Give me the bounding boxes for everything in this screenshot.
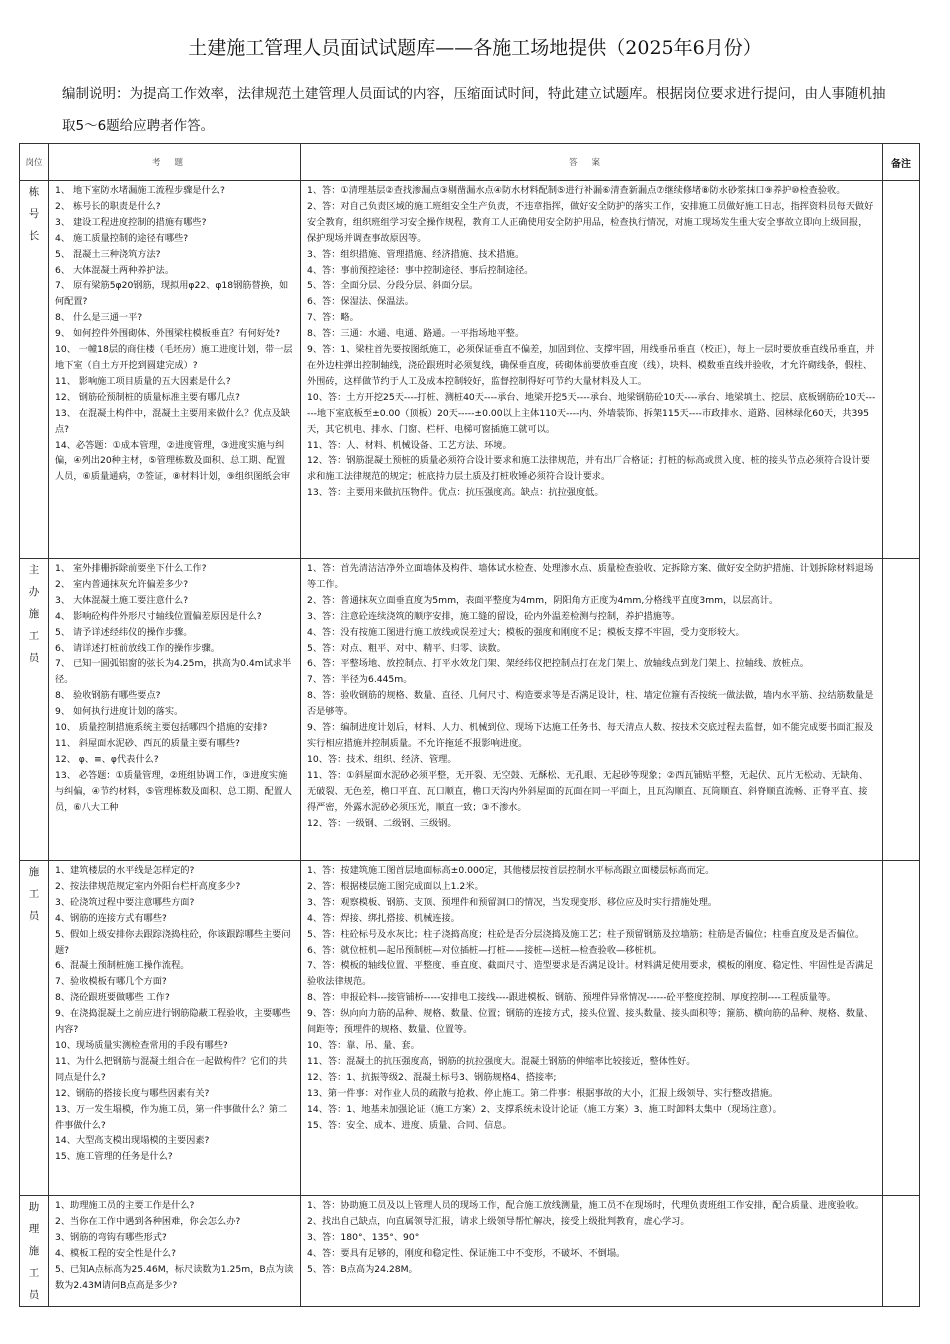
question-item: 12、 钢筋砼预制桩的质量标准主要有哪几点?: [55, 391, 240, 403]
question-item: 4、钢筋的连接方式有哪些?: [55, 912, 167, 924]
question-item: 10、现场质量实测检查常用的手段有哪些?: [55, 1039, 228, 1051]
questions-cell: [49, 181, 301, 559]
question-item: 1、 室外排栅拆除前要坐下什么工作?: [55, 563, 207, 574]
answer-item: 3、答：注意砼连续浇筑的顺序安排，施工缝的留设，砼内外温差检测与控制，养护措施等。: [307, 610, 681, 622]
answer-item: 6、答：平整场地、放控制点、打平水效龙门架、架经纬仪把控制点打在龙门架上、放轴线点到龙门架上、拉轴线、放桩点。: [307, 658, 809, 670]
question-item: 9、 如何控件外围砌体、外围梁柱模板垂直？有何好处?: [55, 328, 280, 340]
answer-item: 1、答：协助施工员及以上管理人员的现场工作，配合施工放线测量，施工员不在现场时，代理负责班组工作安排，配合质量、进度验收。: [307, 1200, 865, 1211]
answer-item: 10、答：靠、吊、量、套。: [307, 1039, 420, 1051]
questions-cell: [49, 1196, 301, 1307]
question-item: 12、钢筋的搭接长度与哪些因素有关?: [55, 1087, 210, 1099]
question-item: 1、 地下室防水堵漏施工流程步骤是什么?: [55, 185, 225, 196]
answer-item: 11、答：人、材料、机械设备、工艺方法、环境。: [307, 439, 512, 451]
header-note: 备注: [883, 144, 920, 181]
answer-item: 5、答：对点、粗平、对中、精平、归零、读数。: [307, 642, 506, 654]
answer-item: 6、答：就位桩机—起吊预制桩—对位插桩—打桩——接桩—送桩—检查验收—移桩机。: [307, 944, 662, 956]
question-item: 7、 已知一圆弧铝窗的弦长为4.25m，拱高为0.4m试求半径。: [55, 658, 292, 686]
question-item: 1、建筑楼层的水平线是怎样定的?: [55, 865, 195, 876]
document-title: 土建施工管理人员面试试题库——各施工场地提供（2025年6月份）: [188, 37, 762, 59]
question-item: 13、万一发生塌模，作为施工员，第一件事做什么？第二件事做什么?: [55, 1103, 288, 1131]
answers-cell: [301, 181, 883, 559]
answer-item: 2、答：根据楼层施工图完成面以上1.2米。: [307, 880, 484, 892]
answer-item: 3、答：组织措施、管理措施、经济措施、技术措施。: [307, 248, 525, 260]
answer-item: 4、答：没有按施工图进行施工放线或误差过大；模板的强度和刚度不足；模板支撑不牢固，受力变形较大。: [307, 626, 745, 638]
question-item: 14、大型高支模出现塌模的主要因素?: [55, 1135, 210, 1147]
note-cell: [883, 181, 920, 559]
answers-cell: [301, 1196, 883, 1307]
answer-item: 11、答：混凝土的抗压强度高，钢筋的抗拉强度大。混凝土钢筋的伸缩率比较接近，整体性好。: [307, 1055, 696, 1067]
table-body: [20, 181, 920, 1307]
role-cell: 栋号长: [20, 181, 49, 559]
answer-item: 1、答：①清理基层②查找渗漏点③剔凿漏水点④防水材料配制⑤进行补漏⑥清查新漏点⑦继续修堵⑧防水砂浆抹口⑨养护⑩检查验收。: [307, 185, 846, 196]
question-item: 4、 施工质量控制的途径有哪些?: [55, 232, 189, 244]
question-item: 9、 如何执行进度计划的落实。: [55, 706, 184, 718]
question-item: 13、 必答题：①质量管理，②班组协调工作，③进度实施与纠偏，④节约材料，⑤管理栋数及面积、总工期、配置人员，⑥八大工种: [55, 769, 292, 813]
answer-item: 4、答：事前预控途径：事中控制途径、事后控制途径。: [307, 264, 534, 276]
answer-item: 2、找出自己缺点，向直属领导汇报，请求上级领导帮忙解决，接受上级批判教育，虚心学习。: [307, 1215, 690, 1227]
answer-item: 9、答：1、梁柱首先要按图纸施工，必须保证垂直不偏差，加固到位、支撑牢固，用线垂吊垂直（校正），每上一层时要放垂直线吊垂直，并在外边柱弹出控制轴线，浇砼跟班时必须复线，确保垂直度，砖砌体前要放垂直度（线），块料、模数垂直线并验收，才允许砌线条，假柱、外围砖，这样做节约于人工及成本控制较好，监督控制得好可节约大量材料及人工。: [307, 344, 875, 387]
answer-item: 5、答：柱砼标号及水灰比；柱子浇捣高度；柱砼是否分层浇捣及施工艺；柱子预留钢筋及拉墙筋；柱筋是否偏位；柱垂直度及是否偏位。: [307, 928, 865, 940]
answer-item: 14、答：1、地基未加强论证（施工方案）2、支撑系统未设计论证（施工方案）3、施工时卸料太集中（现场注意）。: [307, 1103, 782, 1115]
table-header-row: [20, 144, 920, 181]
answers-cell: [301, 559, 883, 861]
answer-item: 3、答：观察模板、钢筋、支顶、预埋件和预留洞口的情况，当发现变形、移位应及时实行措施处理。: [307, 896, 718, 908]
answers-cell: [301, 861, 883, 1196]
question-item: 10、 质量控制措施系统主要包括哪四个措施的安排?: [55, 722, 268, 734]
answer-item: 1、答：首先清洁洁净外立面墙体及构件、墙体试水检查、处理渗水点、质量检查验收、定拆除方案、做好安全防护措施、计划拆除材料退场等工作。: [307, 563, 874, 590]
question-item: 3、砼浇筑过程中要注意哪些方面?: [55, 896, 195, 908]
question-item: 11、 影响施工项目质量的五大因素是什么?: [55, 375, 231, 387]
answer-item: 7、答：略。: [307, 312, 359, 324]
table-row: [20, 861, 920, 1196]
role-cell: 助理施工员: [20, 1196, 49, 1307]
role-cell: 主办施工员: [20, 559, 49, 861]
question-item: 1、助理施工员的主要工作是什么?: [55, 1200, 195, 1211]
question-item: 2、按法律规范规定室内外阳台栏杆高度多少?: [55, 880, 241, 892]
answer-item: 12、答：1、抗振等级2、混凝土标号3、钢筋规格4、搭接率;: [307, 1071, 557, 1083]
answer-item: 6、答：保湿法、保温法。: [307, 296, 414, 308]
answer-item: 5、答：B点高为24.28M。: [307, 1263, 418, 1275]
answer-item: 13、答：主要用来做抗压物件。优点：抗压强度高。缺点：抗拉强度低。: [307, 487, 604, 499]
question-item: 5、 混凝土三种浇筑方法?: [55, 248, 161, 260]
answer-item: 2、答：对自己负责区域的施工班组安全生产负责，不违章指挥，做好安全防护的落实工作，安排施工员做好施工日志，指挥资料员每天做好安全教育，组织班组学习安全操作规程，教育工人正确使用安全防护用品，检查执行情况，对施工现场发生重大安全事故立即向上级回报，保护现场并调查事故原因等。: [307, 200, 874, 244]
questions-cell: [49, 861, 301, 1196]
answer-item: 4、答：焊接、绑扎搭接、机械连接。: [307, 912, 460, 924]
document-intro: 编制说明：为提高工作效率，法律规范土建管理人员面试的内容，压缩面试时间，特此建立试题库。根据岗位要求进行提问，由人事随机抽取5～6题给应聘者作答。: [62, 86, 886, 134]
question-item: 2、 室内普通抹灰允许偏差多少?: [55, 578, 189, 590]
question-item: 10、 一幢18层的商住楼（毛坯房）施工进度计划，带一层地下室（自土方开挖到圆建完成）?: [55, 344, 293, 371]
note-cell: [883, 1196, 920, 1307]
role-cell: 施工员: [20, 861, 49, 1196]
question-item: 13、 在混凝土构件中，混凝土主要用来做什么？优点及缺点?: [55, 407, 291, 435]
answer-item: 10、答：土方开挖25天----打桩、测桩40天----承台、地梁开挖5天----承台、地梁钢筋砼10天----承台、地梁填土、挖层、底板钢筋砼10天------地下室底板至±0.00（顶板）20天-----±0.00以上主体110天----内、外墙装饰、拆架115天----市政排水、道路、园林绿化60天，共395天，其它机电、排水、门窗、栏杆、电梯可窗插施工就可以。: [307, 391, 876, 435]
question-item: 2、 栋号长的职责是什么?: [55, 200, 161, 212]
questions-cell: [49, 559, 301, 861]
answer-item: 9、答：纵向向力筋的品种、规格、数量、位置；钢筋的连接方式，接头位置、接头数量、接头面积等；箍筋、横向筋的品种、规格、数量、间距等；预埋件的规格、数量、位置等。: [307, 1008, 874, 1036]
question-item: 12、 φ、≡、φ代表什么?: [55, 753, 159, 765]
answer-item: 11、答：①斜屋面水泥砂必须平整，无开裂、无空鼓、无酥松、无孔眼、无起砂等现象；②西瓦铺贴平整，无起伏、瓦片无松动、无缺角、无破裂、无色差，檐口平直、瓦口顺直，檐口天沟内外斜屋面的瓦面在同一平面上，且瓦沟顺直、瓦筒顺直、斜脊顺直流畅、正脊平直、接得严密，外露水泥砂必须压光，顺直一致；③不渗水。: [307, 769, 869, 813]
question-item: 6、 大体混凝土两种养护法。: [55, 264, 175, 276]
note-cell: [883, 559, 920, 861]
question-item: 6、混凝土预制桩施工操作流程。: [55, 960, 190, 972]
question-item: 11、 斜屋面水泥砂、西瓦的质量主要有哪些?: [55, 737, 240, 749]
answer-item: 7、答：模板的轴线位置、平整度、垂直度、截面尺寸、造型要求是否满足设计。材料满足使用要求，模板的刚度、稳定性、牢固性是否满足验收法律规范。: [307, 960, 874, 988]
table-row: [20, 559, 920, 861]
answer-item: 12、答：一级钢、二级钢、三级钢。: [307, 817, 457, 829]
header-answers: 答案: [301, 144, 883, 181]
answer-item: 10、答：技术、组织、经济、管理。: [307, 753, 457, 765]
question-item: 8、浇砼跟班要做哪些 工作?: [55, 992, 170, 1004]
header-questions: 考题: [49, 144, 301, 181]
answer-item: 8、答：三通：水通、电通、路通。一平指场地平整。: [307, 328, 525, 340]
table-row: [20, 1196, 920, 1307]
answer-item: 12、答：钢筋混凝土预桩的质量必须符合设计要求和施工法律规范，并有出厂合格证；打桩的标高或贯入度、桩的接头节点必须符合设计要求和施工法律规范的规定；桩底持力层土质及打桩收锤必须符合设计要求。: [307, 455, 870, 483]
answer-item: 3、答：180°、135°、90°: [307, 1231, 420, 1243]
answer-item: 5、答：全面分层、分段分层、斜面分层。: [307, 280, 479, 292]
header-role: 岗位: [20, 144, 49, 181]
question-item: 3、 建设工程进度控制的措施有哪些?: [55, 216, 207, 228]
question-item: 7、 原有梁筋5φ20钢筋，现拟用φ22、φ18钢筋替换，如何配置?: [55, 280, 289, 308]
answer-item: 1、答：按建筑施工图首层地面标高±0.000定，其他楼层按首层控制水平标高跟立面楼层标高而定。: [307, 865, 715, 876]
answer-item: 2、答：普通抹灰立面垂直度为5mm，表面平整度为4mm，阴阳角方正度为4mm,分格线平直度3mm，以层高计。: [307, 594, 779, 606]
question-item: 7、验收模板有哪几个方面?: [55, 976, 167, 988]
answer-item: 4、答：要具有足够的，刚度和稳定性、保证施工中不变形，不破坏、不倒塌。: [307, 1247, 626, 1259]
answer-item: 9、答：编制进度计划后，材料、人力、机械到位、现场下达施工任务书、每天清点人数、按技术交底过程去监督，如不能完成要书面汇报及实行相应措施并控制质量。不允许拖延不报影响进度。: [307, 722, 874, 749]
question-item: 11、为什么把钢筋与混凝土组合在一起做构件？它们的共同点是什么?: [55, 1055, 288, 1083]
answer-item: 15、答：安全、成本、进度、质量、合同、信息。: [307, 1119, 512, 1131]
question-item: 3、 大体混凝土施工要注意什么?: [55, 594, 189, 606]
question-item: 2、当你在工作中遇到各种困难，你会怎么办?: [55, 1215, 241, 1227]
question-item: 15、施工管理的任务是什么?: [55, 1151, 173, 1163]
question-item: 5、 请予详述经纬仪的操作步骤。: [55, 626, 193, 638]
question-item: 5、假如上级安排你去跟踪浇捣柱砼，你该跟踪哪些主要问题?: [55, 928, 291, 956]
question-item: 5、已知A点标高为25.46M，标尺读数为1.25m，B点为读数为2.43M请问B点高是多少?: [55, 1263, 294, 1291]
answer-item: 8、答：申报砼料---接管铺桥-----安排电工接线----跟进模板、钢筋、预埋件异常情况------砼平整度控制、厚度控制----工程质量等。: [307, 992, 836, 1004]
table-row: [20, 181, 920, 559]
question-item: 3、钢筋的弯钩有哪些形式?: [55, 1231, 167, 1243]
note-cell: [883, 861, 920, 1196]
question-item: 8、 验收钢筋有哪些要点?: [55, 690, 161, 702]
question-answer-table: [19, 143, 920, 1307]
answer-item: 7、答：半径为6.445m。: [307, 674, 413, 686]
question-item: 9、在浇捣混凝土之前应进行钢筋隐蔽工程验收，主要哪些内容?: [55, 1008, 291, 1036]
answer-item: 8、答：验收钢筋的规格、数量、直径、几何尺寸、构造要求等是否满足设计，柱、墙定位箍有否按统一做法做，墙内水平筋、拉结筋数量是否是够等。: [307, 690, 874, 718]
question-item: 14、必答题：①成本管理，②进度管理，③进度实施与纠偏，④列出20种主材，⑤管理栋数及面积、总工期、配置人员，⑥质量通病，⑦签证，⑧材料计划，⑨组织图纸会审: [55, 439, 291, 483]
question-item: 4、 影响砼构件外形尺寸轴线位置偏差原因是什么?: [55, 610, 262, 622]
question-item: 8、 什么是三通一平?: [55, 312, 143, 324]
question-item: 6、 请详述打桩前放线工作的操作步骤。: [55, 642, 220, 654]
answer-item: 13、第一件事：对作业人员的疏散与抢救、停止施工。第二件事：根据事故的大小，汇报上级领导、实行整改措施。: [307, 1087, 779, 1099]
question-item: 4、模板工程的安全性是什么?: [55, 1247, 176, 1259]
